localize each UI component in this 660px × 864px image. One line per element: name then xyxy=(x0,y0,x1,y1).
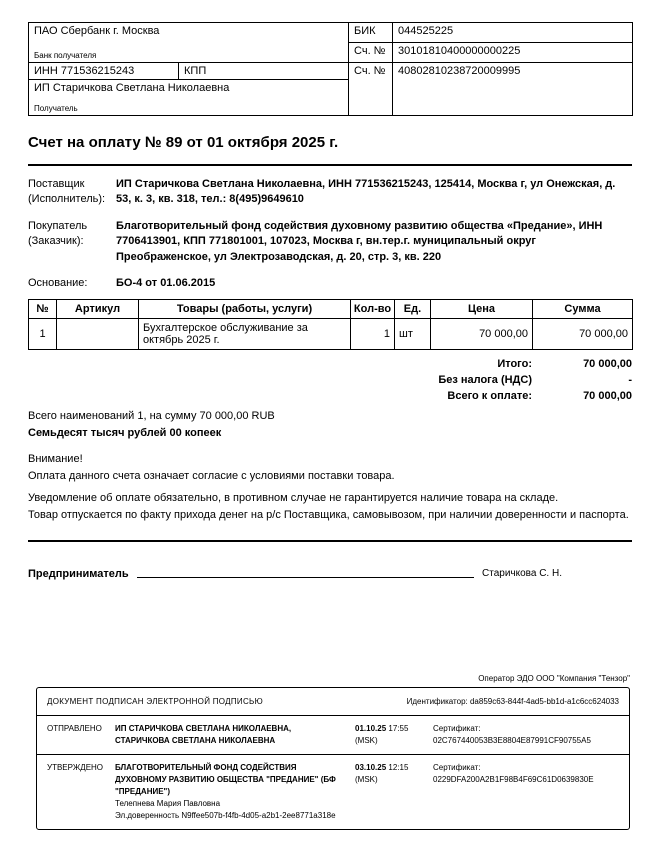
item-unit: шт xyxy=(395,319,431,350)
edo-operator: Оператор ЭДО ООО "Компания "Тензор" xyxy=(478,674,630,683)
identifier-label: Идентификатор: xyxy=(406,697,468,706)
sent-date: 01.10.25 xyxy=(355,724,387,733)
invoice-title: Счет на оплату № 89 от 01 октября 2025 г. xyxy=(28,134,339,151)
approved-party xyxy=(115,762,355,822)
parties-section xyxy=(28,177,632,291)
col-article: Артикул xyxy=(57,300,139,319)
item-qty: 1 xyxy=(351,319,395,350)
amount-in-words: Семьдесят тысяч рублей 00 копеек xyxy=(28,427,222,440)
buyer-label-line1: Покупатель xyxy=(28,219,88,232)
table-row xyxy=(29,319,633,350)
approved-certificate xyxy=(433,762,619,822)
corr-account-value: 30101810400000000225 xyxy=(393,43,633,63)
identifier-value: da859c63-844f-4ad5-bb1d-a1c6cc624033 xyxy=(469,697,619,706)
sent-time: 17:55 xyxy=(388,724,409,733)
total-value: 70 000,00 xyxy=(583,358,632,371)
basis-label: Основание: xyxy=(28,276,88,289)
signature-label: Предприниматель xyxy=(28,568,129,581)
col-unit: Ед. xyxy=(395,300,431,319)
payee-bank-cell xyxy=(29,23,349,63)
grand-total-row xyxy=(28,390,632,402)
approved-cert-label: Сертификат: xyxy=(433,763,481,772)
item-price: 70 000,00 xyxy=(431,319,533,350)
basis-value: БО-4 от 01.06.2015 xyxy=(116,276,216,289)
notes-section xyxy=(28,452,632,524)
signature-line xyxy=(137,566,474,578)
supplier-value: ИП Старичкова Светлана Николаевна, ИНН 771536215243, 125414, Москва г, ул Онежская, д. 53, к. 3, кв. 318, тел.: 8(495)9649610 xyxy=(116,178,616,206)
sent-party-name: ИП СТАРИЧКОВА СВЕТЛАНА НИКОЛАЕВНА, СТАРИЧКОВА СВЕТЛАНА НИКОЛАЕВНА xyxy=(115,724,292,745)
tax-label: Без налога (НДС) xyxy=(438,374,532,387)
sent-party xyxy=(115,723,355,747)
col-sum: Сумма xyxy=(533,300,633,319)
kpp-label: КПП xyxy=(179,63,349,80)
approved-date: 03.10.25 xyxy=(355,763,387,772)
items-table xyxy=(28,299,633,350)
approved-cert-value: 0229DFA200A2B1F98B4F69C61D0639830E xyxy=(433,775,594,784)
signature-name: Старичкова С. Н. xyxy=(482,568,562,580)
approved-party-attorney: Эл.доверенность N9ffee507b-f4fb-4d05-a2b1-2ee8771a318e xyxy=(115,811,336,820)
buyer-label xyxy=(28,219,116,265)
grand-total-label: Всего к оплате: xyxy=(447,390,532,403)
item-name: Бухгалтерское обслуживание за октябрь 2025 г. xyxy=(139,319,351,350)
supplier-label xyxy=(28,177,116,208)
buyer-value: Благотворительный фонд содействия духовному развитию общества «Предание», ИНН 7706413901, КПП 771801001, 107023, Москва г, вн.тер.г. муниципальный округ Преображенское, ул Электрозаводская, д. 20, стр. 3, кв. 220 xyxy=(116,219,603,263)
bank-name: ПАО Сбербанк г. Москва xyxy=(34,25,160,37)
summary-section xyxy=(28,410,632,439)
recipient-caption: Получатель xyxy=(34,104,78,113)
signature-divider xyxy=(28,540,632,542)
approved-status: УТВЕРЖДЕНО xyxy=(47,763,104,772)
stamp-identifier xyxy=(407,697,619,706)
col-goods: Товары (работы, услуги) xyxy=(139,300,351,319)
sent-datetime xyxy=(355,723,433,747)
approved-datetime xyxy=(355,762,433,822)
totals-section xyxy=(28,358,632,402)
basis-row xyxy=(28,276,632,291)
bik-label: БИК xyxy=(349,23,393,43)
stamp-row-approved xyxy=(37,754,629,829)
bik-value: 044525225 xyxy=(393,23,633,43)
stamp-header xyxy=(37,688,629,716)
corr-account-label: Сч. № xyxy=(349,43,393,63)
sent-cert-value: 02C767440053B3E8804E87991CF90755A5 xyxy=(433,736,591,745)
col-qty: Кол-во xyxy=(351,300,395,319)
stamp-box xyxy=(36,687,630,830)
total-label: Итого: xyxy=(497,358,532,371)
account-label: Сч. № xyxy=(349,63,393,116)
bank-details-table xyxy=(28,22,633,116)
title-divider xyxy=(28,164,632,166)
item-num: 1 xyxy=(29,319,57,350)
buyer-row xyxy=(28,219,632,265)
sent-status: ОТПРАВЛЕНО xyxy=(47,724,102,733)
approved-timezone: (MSK) xyxy=(355,775,378,784)
col-num: № xyxy=(29,300,57,319)
stamp-row-sent xyxy=(37,716,629,754)
supplier-label-line1: Поставщик xyxy=(28,178,85,190)
esignature-stamp xyxy=(36,674,630,830)
sent-certificate xyxy=(433,723,619,747)
recipient-name: ИП Старичкова Светлана Николаевна xyxy=(34,82,230,94)
recipient-cell xyxy=(29,80,349,116)
items-count-line: Всего наименований 1, на сумму 70 000,00 RUB xyxy=(28,410,275,423)
supplier-label-line2: (Исполнитель): xyxy=(28,192,106,205)
col-price: Цена xyxy=(431,300,533,319)
grand-total-value: 70 000,00 xyxy=(583,390,632,403)
note-attention: Внимание! xyxy=(28,453,83,466)
approved-time: 12:15 xyxy=(388,763,409,772)
account-value: 40802810238720009995 xyxy=(393,63,633,116)
items-header-row xyxy=(29,300,633,319)
item-sum: 70 000,00 xyxy=(533,319,633,350)
approved-party-name: БЛАГОТВОРИТЕЛЬНЫЙ ФОНД СОДЕЙСТВИЯ ДУХОВНОМУ РАЗВИТИЮ ОБЩЕСТВА "ПРЕДАНИЕ" (БФ "ПРЕДАНИЕ") xyxy=(115,763,336,796)
tax-row xyxy=(28,374,632,386)
note-line2: Оплата данного счета означает согласие с условиями поставки товара. xyxy=(28,470,395,483)
item-article xyxy=(57,319,139,350)
stamp-title: ДОКУМЕНТ ПОДПИСАН ЭЛЕКТРОННОЙ ПОДПИСЬЮ xyxy=(47,697,263,706)
note-line4: Товар отпускается по факту прихода денег на р/с Поставщика, самовывозом, при наличии доверенности и паспорта. xyxy=(28,509,629,522)
buyer-label-line2: (Заказчик): xyxy=(28,234,84,247)
sent-timezone: (MSK) xyxy=(355,736,378,745)
total-row xyxy=(28,358,632,370)
signature-row xyxy=(28,566,632,580)
note-line3: Уведомление об оплате обязательно, в противном случае не гарантируется наличие товара на складе. xyxy=(28,492,559,505)
tax-value: - xyxy=(628,374,632,387)
bank-caption: Банк получателя xyxy=(34,51,97,60)
approved-party-person: Телепнева Мария Павловна xyxy=(115,799,221,808)
inn-value: ИНН 771536215243 xyxy=(29,63,179,80)
sent-cert-label: Сертификат: xyxy=(433,724,481,733)
supplier-row xyxy=(28,177,632,208)
